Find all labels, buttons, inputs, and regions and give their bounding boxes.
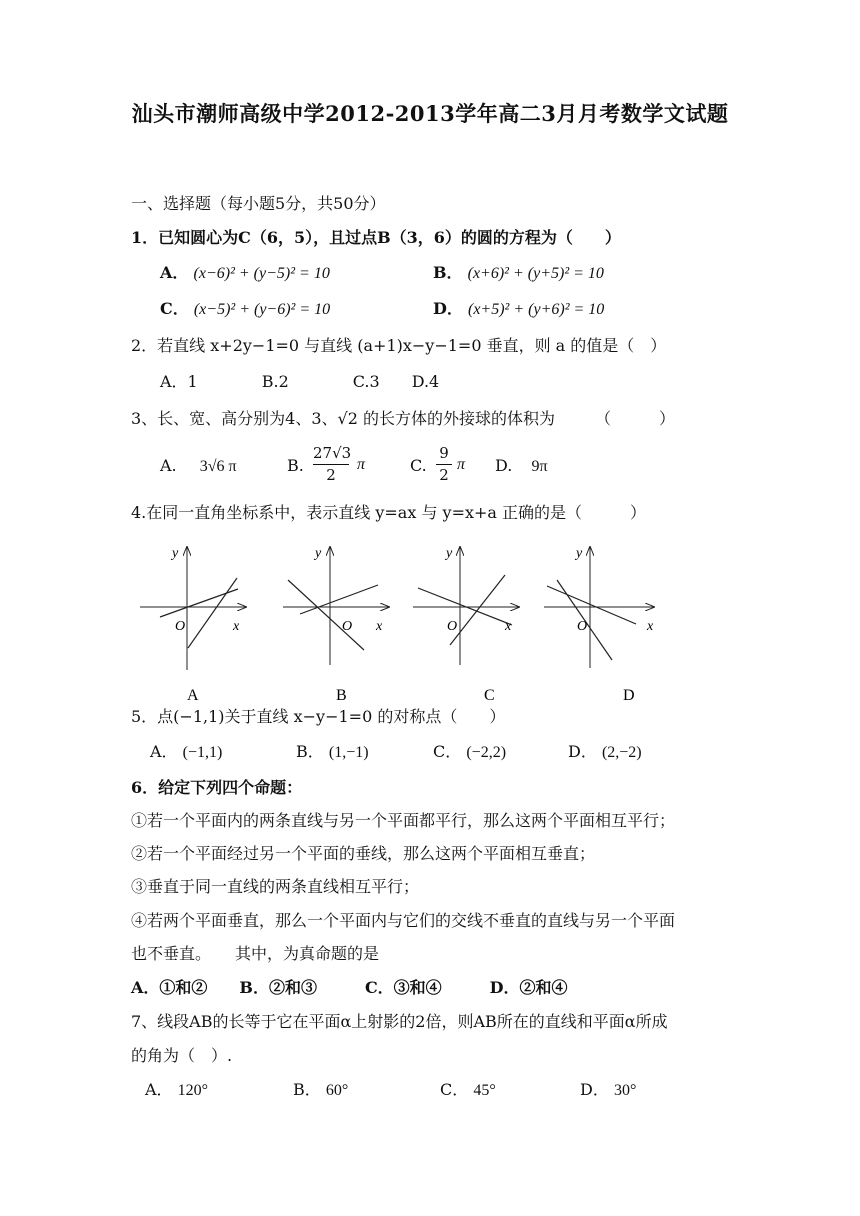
option-value: 3√6 π [199, 458, 237, 475]
y-label: y [576, 546, 583, 561]
option-label: B． [293, 1080, 321, 1099]
y-label: y [315, 546, 322, 561]
option-value: (−1,1) [182, 744, 223, 761]
proposition-4: ④若两个平面垂直，那么一个平面内与它们的交线不垂直的直线与另一个平面 [131, 911, 676, 930]
line-2 [300, 585, 378, 614]
proposition-2: ②若一个平面经过另一个平面的垂线，那么这两个平面相互垂直； [131, 844, 596, 863]
option-value: 9π [531, 458, 548, 475]
q5-option-b [296, 741, 369, 764]
option-value: (−2,2) [466, 744, 507, 761]
fraction-numerator: 27√3 [313, 444, 352, 462]
option-value: (x−5)² + (y−6)² = 10 [193, 301, 331, 318]
option-label: B． [296, 742, 324, 761]
option-value: 45° [473, 1082, 496, 1099]
option-value: (2,−2) [601, 744, 642, 761]
origin-label: O [342, 619, 353, 634]
fraction-numerator: 9 [439, 444, 449, 462]
option-label: D． [568, 742, 597, 761]
option-label: A. [160, 456, 177, 475]
x-label: x [647, 619, 654, 634]
question-2-stem: 2．若直线 x+2y−1=0 与直线 (a+1)x−y−1=0 垂直，则 a 的值是（ ） [131, 336, 667, 355]
origin-label: O [577, 619, 588, 634]
q7-option-d [580, 1079, 636, 1102]
question-4-stem: 4.在同一直角坐标系中，表示直线 y=ax 与 y=x+a 正确的是（ ） [131, 503, 647, 522]
question-7-stem-cont: 的角为（ ）. [131, 1046, 233, 1065]
graph-b [283, 546, 389, 665]
fraction-denominator: 2 [439, 466, 449, 484]
page-title: 汕头市潮师高级中学2012-2013学年高二3月月考数学文试题 [131, 101, 729, 126]
graph-a [140, 546, 246, 670]
option-value: (1,−1) [328, 744, 369, 761]
question-3-stem: 3、长、宽、高分别为4、3、√2 的长方体的外接球的体积为 （ ） [131, 409, 676, 428]
x-label: x [505, 619, 512, 634]
graph-label-b: B [336, 687, 347, 704]
proposition-3: ③垂直于同一直线的两条直线相互平行； [131, 877, 420, 896]
y-label: y [172, 546, 179, 561]
graph-d [544, 546, 654, 668]
option-label: C． [440, 1080, 469, 1099]
option-label: D. [495, 456, 513, 475]
option-value: (x−6)² + (y−5)² = 10 [193, 265, 330, 282]
question-2-options: A．1 B.2 C.3 D.4 [160, 372, 440, 391]
option-label: A． [150, 742, 178, 761]
pi-symbol: π [457, 456, 466, 473]
option-value: 60° [325, 1082, 349, 1099]
pi-symbol: π [357, 456, 366, 473]
q7-option-a [145, 1079, 208, 1102]
option-value: (x+6)² + (y+5)² = 10 [467, 265, 604, 282]
proposition-4-cont: 也不垂直。 其中，为真命题的是 [131, 944, 380, 963]
proposition-1: ①若一个平面内的两条直线与另一个平面都平行，那么这两个平面相互平行； [131, 811, 676, 830]
line-1 [288, 580, 364, 650]
x-label: x [376, 619, 383, 634]
q3-option-b-label: B. [287, 456, 304, 475]
graph-c [413, 546, 519, 665]
x-label: x [233, 619, 240, 634]
q5-option-c [433, 741, 506, 764]
origin-label: O [447, 619, 458, 634]
q5-option-d [568, 741, 642, 764]
question-6-stem: 6．给定下列四个命题： [131, 778, 303, 797]
q7-option-c [440, 1079, 496, 1102]
line-1 [547, 586, 636, 624]
line-2 [450, 575, 505, 645]
fraction-denominator: 2 [326, 466, 336, 484]
q7-option-b [293, 1079, 348, 1102]
option-label: C． [160, 299, 189, 318]
y-label: y [446, 546, 453, 561]
graph-label-a: A [187, 687, 199, 704]
option-label: C． [433, 742, 462, 761]
origin-label: O [175, 619, 186, 634]
section-heading: 一、选择题（每小题5分，共50分） [131, 194, 386, 213]
line-2 [188, 578, 237, 648]
option-label: A． [145, 1080, 173, 1099]
question-7-stem: 7、线段AB的长等于它在平面α上射影的2倍，则AB所在的直线和平面α所成 [131, 1012, 668, 1031]
graph-label-d: D [623, 687, 635, 704]
option-label: B． [433, 263, 463, 282]
option-value: 120° [177, 1082, 209, 1099]
question-6-options: A．①和② B．②和③ C．③和④ D．②和④ [131, 978, 568, 997]
option-value: 30° [613, 1082, 637, 1099]
q5-option-a [150, 741, 222, 764]
option-value: (x+5)² + (y+6)² = 10 [467, 301, 605, 318]
graph-label-c: C [484, 687, 495, 704]
q3-option-c-label: C. [410, 456, 427, 475]
question-5-stem: 5．点(−1,1)关于直线 x−y−1=0 的对称点（ ） [131, 707, 506, 726]
option-label: D． [433, 299, 463, 318]
option-label: A． [160, 263, 189, 282]
question-1-stem: 1．已知圆心为C（6，5），且过点B（3，6）的圆的方程为（ ） [131, 228, 621, 247]
option-label: D． [580, 1080, 609, 1099]
